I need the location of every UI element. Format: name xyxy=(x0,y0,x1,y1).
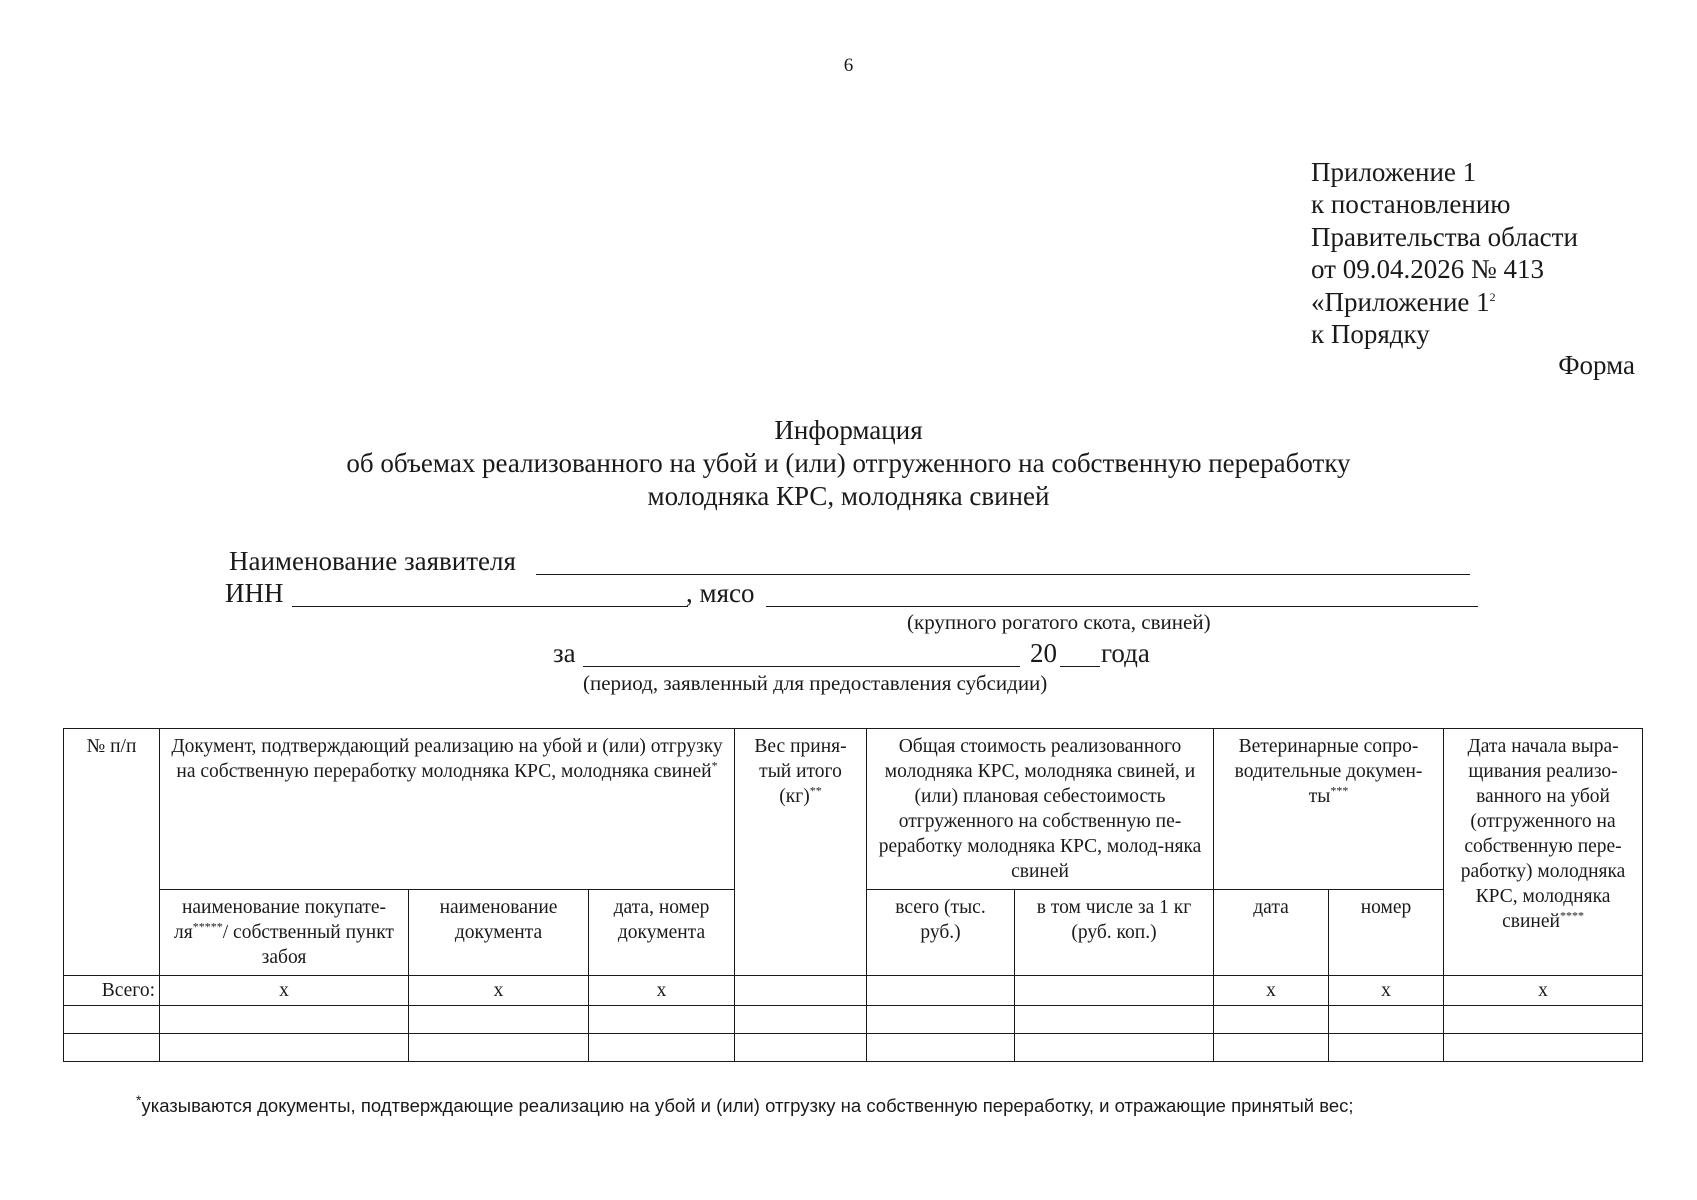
header-weight-text: Вес приня-тый итого (кг) xyxy=(754,736,847,807)
period-input-line[interactable] xyxy=(583,666,1020,667)
period-caption: (период, заявленный для предоставления субсидии) xyxy=(583,671,1048,695)
page-number: 6 xyxy=(843,55,854,76)
footnote-mark: * xyxy=(136,1091,142,1108)
header-weight xyxy=(735,729,867,976)
table-cell[interactable] xyxy=(589,1006,735,1034)
total-start-date-cell: х xyxy=(1444,976,1643,1006)
appendix-block xyxy=(1311,156,1578,350)
inn-input-line[interactable] xyxy=(292,606,688,607)
appendix-line-5-text: «Приложение 1 xyxy=(1311,286,1490,317)
header-row-1 xyxy=(64,729,1643,890)
appendix-line-5 xyxy=(1311,286,1578,318)
total-label: Всего: xyxy=(64,976,160,1006)
table-row xyxy=(64,1006,1643,1034)
header-document-sup: * xyxy=(711,758,718,773)
appendix-line-4: от 09.04.2026 № 413 xyxy=(1311,254,1544,285)
total-row xyxy=(64,976,1643,1006)
table-cell[interactable] xyxy=(1214,1006,1329,1034)
info-table xyxy=(63,728,1643,1062)
header-weight-sup: ** xyxy=(809,783,822,798)
header-cost-total: всего (тыс. руб.) xyxy=(867,890,1015,976)
total-doc-date-number-cell: х xyxy=(589,976,735,1006)
table-cell[interactable] xyxy=(1444,1034,1643,1062)
header-buyer-text-a: наименование покупате-ля xyxy=(174,897,387,943)
total-vet-date-cell: х xyxy=(1214,976,1329,1006)
header-vet xyxy=(1214,729,1444,890)
meat-label: , мясо xyxy=(686,578,755,608)
appendix-line-2: к постановлению xyxy=(1311,189,1511,220)
title-line-2: об объемах реализованного на убой и (или) отгруженного на собственную переработку xyxy=(346,448,1351,478)
header-doc-name: наименование документа xyxy=(409,890,589,976)
table-cell[interactable] xyxy=(160,1006,409,1034)
header-document-text: Документ, подтверждающий реализацию на убой и (или) отгрузку на собственную переработку молодняка КРС, молодняка свиней xyxy=(171,736,723,782)
header-num: № п/п xyxy=(64,729,160,976)
inn-label: ИНН xyxy=(225,578,284,608)
footnote xyxy=(136,1091,1354,1117)
table-cell[interactable] xyxy=(1015,1034,1214,1062)
table-cell[interactable] xyxy=(1214,1034,1329,1062)
header-vet-number: номер xyxy=(1329,890,1444,976)
header-doc-date-number: дата, номер документа xyxy=(589,890,735,976)
total-doc-name-cell: х xyxy=(409,976,589,1006)
year-suffix: года xyxy=(1101,638,1150,668)
form-label: Форма xyxy=(1558,350,1635,380)
header-vet-sup: *** xyxy=(1330,783,1349,798)
table-cell[interactable] xyxy=(589,1034,735,1062)
year-input-line[interactable] xyxy=(1060,666,1100,667)
header-cost-per-kg: в том числе за 1 кг (руб. коп.) xyxy=(1015,890,1214,976)
table-cell[interactable] xyxy=(735,1006,867,1034)
table-cell[interactable] xyxy=(867,1006,1015,1034)
table-row xyxy=(64,1034,1643,1062)
table-cell[interactable] xyxy=(1444,1006,1643,1034)
applicant-input-line[interactable] xyxy=(536,574,1470,575)
table-cell[interactable] xyxy=(160,1034,409,1062)
table-cell[interactable] xyxy=(735,1034,867,1062)
appendix-line-3: Правительства области xyxy=(1311,221,1578,252)
total-cost-cell[interactable] xyxy=(867,976,1015,1006)
header-cost: Общая стоимость реализованного молодняка КРС, молодняка свиней, и (или) плановая себестоимость отгруженного на собственную пе-реработку молодняка КРС, молод-няка свиней xyxy=(867,729,1214,890)
header-document xyxy=(160,729,735,890)
header-vet-date: дата xyxy=(1214,890,1329,976)
header-start-date-text: Дата начала выра-щивания реализо-ванного на убой (отгруженного на собственную пере-работку) молодняка КРС, молодняка свиней xyxy=(1460,736,1626,932)
appendix-line-1: Приложение 1 xyxy=(1311,157,1477,187)
title-line-1: Информация xyxy=(774,415,923,445)
table-cell[interactable] xyxy=(409,1006,589,1034)
table-cell[interactable] xyxy=(1329,1034,1444,1062)
table-cell[interactable] xyxy=(1329,1006,1444,1034)
table-cell[interactable] xyxy=(867,1034,1015,1062)
header-vet-text: Ветеринарные сопро-водительные докумен-ты xyxy=(1234,736,1423,807)
meat-input-line[interactable] xyxy=(766,606,1478,607)
total-buyer-cell: х xyxy=(160,976,409,1006)
table-cell[interactable] xyxy=(64,1034,160,1062)
header-buyer xyxy=(160,890,409,976)
header-start-date xyxy=(1444,729,1643,976)
appendix-line-6: к Порядку xyxy=(1311,319,1430,350)
year-prefix: 20 xyxy=(1030,638,1057,668)
meat-caption: (крупного рогатого скота, свиней) xyxy=(907,610,1211,634)
header-buyer-sup: ***** xyxy=(192,919,223,934)
total-weight-cell[interactable] xyxy=(735,976,867,1006)
header-buyer-text-b: / собственный пункт забоя xyxy=(222,922,394,968)
period-label: за xyxy=(553,638,576,668)
header-start-date-sup: **** xyxy=(1559,908,1584,923)
document-title xyxy=(0,414,1697,513)
table-cell[interactable] xyxy=(1015,1006,1214,1034)
total-vet-number-cell: х xyxy=(1329,976,1444,1006)
total-cost-per-kg-cell[interactable] xyxy=(1015,976,1214,1006)
applicant-label: Наименование заявителя xyxy=(229,546,516,576)
appendix-line-5-superscript: 2 xyxy=(1489,289,1496,304)
table-cell[interactable] xyxy=(64,1006,160,1034)
footnote-text: указываются документы, подтверждающие реализацию на убой и (или) отгрузку на собственную переработку, и отражающие принятый вес; xyxy=(141,1095,1354,1116)
table-cell[interactable] xyxy=(409,1034,589,1062)
title-line-3: молодняка КРС, молодняка свиней xyxy=(647,481,1050,511)
